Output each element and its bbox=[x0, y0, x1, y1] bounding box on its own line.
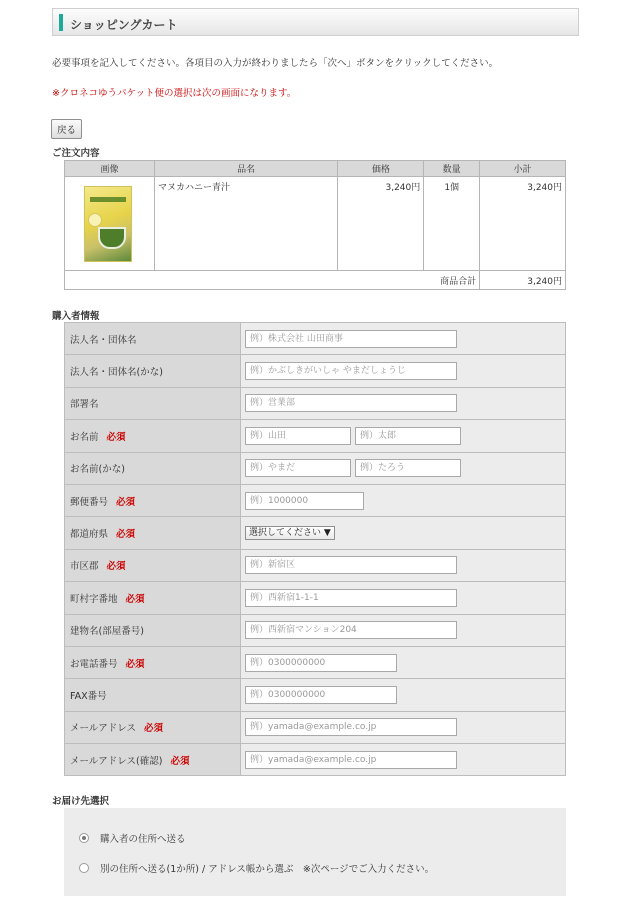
form-row-building bbox=[65, 614, 566, 646]
department-input[interactable] bbox=[245, 394, 457, 412]
order-header-row bbox=[65, 161, 566, 177]
delivery-option-buyer-label: 購入者の住所へ送る bbox=[100, 834, 186, 845]
name-label: お名前 bbox=[70, 431, 99, 443]
phone-input[interactable] bbox=[245, 654, 397, 672]
company-input[interactable] bbox=[245, 330, 457, 348]
email-confirm-label: メールアドレス(確認) bbox=[70, 755, 163, 767]
form-row-name-kana bbox=[65, 452, 566, 484]
city-label: 市区郡 bbox=[70, 561, 99, 573]
buyer-heading: 購入者情報 bbox=[52, 311, 100, 322]
prefecture-label: 都道府県 bbox=[70, 529, 109, 541]
form-row-company bbox=[65, 323, 566, 355]
department-label: 部署名 bbox=[65, 387, 241, 419]
col-subtotal: 小計 bbox=[480, 161, 566, 177]
delivery-option-other-label: 別の住所へ送る(1か所) / アドレス帳から選ぶ ※次ページでご入力ください。 bbox=[100, 864, 435, 875]
company-kana-input[interactable] bbox=[245, 362, 457, 380]
street-input[interactable] bbox=[245, 589, 457, 607]
first-name-input[interactable] bbox=[355, 427, 461, 445]
col-image: 画像 bbox=[65, 161, 155, 177]
delivery-option-other[interactable] bbox=[79, 861, 434, 875]
page-title-bar bbox=[52, 8, 579, 36]
fax-label: FAX番号 bbox=[65, 679, 241, 711]
order-table bbox=[64, 160, 566, 290]
title-accent-bar bbox=[59, 14, 63, 31]
city-input[interactable] bbox=[245, 556, 457, 574]
required-badge: 必須 bbox=[144, 723, 164, 735]
product-name: マヌカハニー青汁 bbox=[154, 177, 337, 271]
form-row-prefecture bbox=[65, 517, 566, 549]
table-row bbox=[65, 177, 566, 271]
form-row-name bbox=[65, 420, 566, 452]
form-row-company-kana bbox=[65, 355, 566, 387]
name-kana-label: お名前(かな) bbox=[65, 452, 241, 484]
instruction-text: 必要事項を記入してください。各項目の入力が終わりましたら「次へ」ボタンをクリックしてください。 bbox=[52, 58, 499, 69]
notice-text: ※クロネコゆうパケット便の選択は次の画面になります。 bbox=[52, 88, 297, 99]
required-badge: 必須 bbox=[170, 755, 190, 767]
building-input[interactable] bbox=[245, 621, 457, 639]
required-badge: 必須 bbox=[125, 593, 145, 605]
required-badge: 必須 bbox=[106, 431, 126, 443]
form-row-city bbox=[65, 549, 566, 581]
delivery-options bbox=[64, 808, 566, 896]
first-kana-input[interactable] bbox=[355, 459, 461, 477]
page-title: ショッピングカート bbox=[70, 18, 178, 32]
required-badge: 必須 bbox=[116, 496, 136, 508]
product-subtotal: 3,240円 bbox=[480, 177, 566, 271]
order-heading: ご注文内容 bbox=[52, 148, 100, 159]
postal-label: 郵便番号 bbox=[70, 496, 109, 508]
col-name: 品名 bbox=[154, 161, 337, 177]
fax-input[interactable] bbox=[245, 686, 397, 704]
product-price: 3,240円 bbox=[338, 177, 424, 271]
email-label: メールアドレス bbox=[70, 723, 137, 735]
total-value: 3,240円 bbox=[480, 271, 566, 290]
total-label: 商品合計 bbox=[65, 271, 480, 290]
last-kana-input[interactable] bbox=[245, 459, 351, 477]
form-row-phone bbox=[65, 646, 566, 678]
required-badge: 必須 bbox=[106, 561, 126, 573]
product-image[interactable] bbox=[76, 183, 142, 263]
radio-unselected-icon[interactable] bbox=[79, 863, 89, 873]
form-row-email-confirm bbox=[65, 744, 566, 776]
last-name-input[interactable] bbox=[245, 427, 351, 445]
form-row-fax bbox=[65, 679, 566, 711]
col-price: 価格 bbox=[338, 161, 424, 177]
phone-label: お電話番号 bbox=[70, 658, 118, 670]
email-confirm-input[interactable] bbox=[245, 751, 457, 769]
company-kana-label: 法人名・団体名(かな) bbox=[65, 355, 241, 387]
total-row bbox=[65, 271, 566, 290]
form-row-street bbox=[65, 582, 566, 614]
form-row-department bbox=[65, 387, 566, 419]
form-row-postal bbox=[65, 484, 566, 516]
building-label: 建物名(部屋番号) bbox=[65, 614, 241, 646]
prefecture-select[interactable]: 選択してください ▼ bbox=[245, 526, 335, 540]
delivery-option-buyer[interactable] bbox=[79, 831, 186, 845]
postal-input[interactable] bbox=[245, 492, 364, 510]
product-quantity: 1個 bbox=[424, 177, 480, 271]
back-button[interactable]: 戻る bbox=[51, 119, 82, 139]
delivery-heading: お届け先選択 bbox=[52, 796, 110, 807]
col-quantity: 数量 bbox=[424, 161, 480, 177]
street-label: 町村字番地 bbox=[70, 593, 118, 605]
email-input[interactable] bbox=[245, 718, 457, 736]
product-image-cell bbox=[65, 177, 155, 271]
buyer-form bbox=[64, 322, 566, 776]
radio-selected-icon[interactable] bbox=[79, 833, 89, 843]
form-row-email bbox=[65, 711, 566, 743]
required-badge: 必須 bbox=[125, 658, 145, 670]
company-label: 法人名・団体名 bbox=[65, 323, 241, 355]
required-badge: 必須 bbox=[116, 529, 136, 541]
